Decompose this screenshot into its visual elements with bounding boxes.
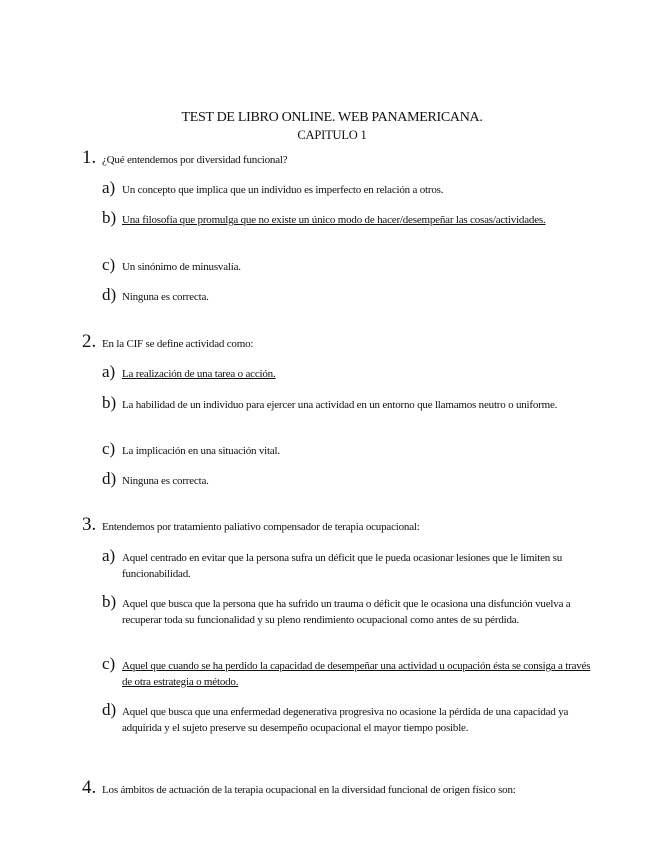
option-letter: b) — [102, 592, 117, 611]
option-letter: c) — [102, 654, 116, 673]
option-letter: a) — [102, 178, 116, 197]
option-letter: c) — [102, 255, 116, 274]
option-letter: b) — [102, 208, 117, 227]
option-2a-correct — [102, 364, 602, 382]
option-1b-correct — [102, 210, 602, 228]
chapter-heading: CAPITULO 1 — [297, 128, 367, 142]
option-3d — [102, 702, 602, 736]
option-3c-correct — [102, 656, 602, 690]
question-text: En la CIF se define actividad como: — [102, 338, 254, 350]
question-text: Entendemos por tratamiento paliativo compensador de terapia ocupacional: — [102, 521, 420, 533]
option-letter: a) — [102, 362, 116, 381]
option-2d — [102, 471, 602, 489]
option-text: Un concepto que implica que un individuo es imperfecto en relación a otros. — [122, 184, 444, 196]
option-text: Aquel centrado en evitar que la persona sufra un déficit que le pueda ocasionar lesiones que le limiten su funcionabilidad. — [122, 552, 563, 580]
option-text: La realización de una tarea o acción. — [122, 368, 276, 380]
option-letter: a) — [102, 546, 116, 565]
option-letter: d) — [102, 469, 117, 488]
question-number: 2. — [82, 331, 97, 352]
option-text: Aquel que cuando se ha perdido la capacidad de desempeñar una actividad u ocupación ésta se consiga a través de otra estrategia o método. — [122, 660, 591, 688]
question-1 — [82, 147, 612, 169]
option-1d — [102, 287, 602, 305]
option-text: La implicación en una situación vital. — [122, 445, 280, 457]
option-text: Una filosofía que promulga que no existe un único modo de hacer/desempeñar las cosas/actividades. — [122, 214, 546, 226]
document-title: TEST DE LIBRO ONLINE. WEB PANAMERICANA. — [181, 110, 483, 125]
question-text: ¿Qué entendemos por diversidad funcional? — [102, 154, 288, 166]
option-1a — [102, 180, 602, 198]
question-number: 4. — [82, 777, 97, 798]
question-number: 3. — [82, 514, 97, 535]
option-text: Aquel que busca que la persona que ha sufrido un trauma o déficit que le ocasiona una disfunción vuelva a recuperar toda su funcionalidad y su pleno rendimiento ocupacional como antes de su pérdida. — [122, 598, 571, 626]
option-2c — [102, 441, 602, 459]
option-letter: b) — [102, 393, 117, 412]
option-letter: c) — [102, 439, 116, 458]
question-2 — [82, 331, 612, 353]
option-letter: d) — [102, 700, 117, 719]
option-text: La habilidad de un individuo para ejercer una actividad en un entorno que llamamos neutro o uniforme. — [122, 399, 558, 411]
question-4 — [82, 777, 612, 799]
option-3b — [102, 594, 602, 628]
question-text: Los ámbitos de actuación de la terapia ocupacional en la diversidad funcional de origen físico son: — [102, 784, 516, 796]
question-3 — [82, 514, 612, 536]
option-letter: d) — [102, 285, 117, 304]
option-text: Ninguna es correcta. — [122, 475, 209, 487]
option-text: Un sinónimo de minusvalía. — [122, 261, 241, 273]
question-number: 1. — [82, 147, 97, 168]
option-text: Ninguna es correcta. — [122, 291, 209, 303]
option-text: Aquel que busca que una enfermedad degenerativa progresiva no ocasione la pérdida de una capacidad ya adquirida y el sujeto preserve su desempeño ocupacional el mayor tiempo posible. — [122, 706, 569, 734]
option-1c — [102, 257, 602, 275]
option-3a — [102, 548, 602, 582]
option-2b — [102, 395, 602, 413]
